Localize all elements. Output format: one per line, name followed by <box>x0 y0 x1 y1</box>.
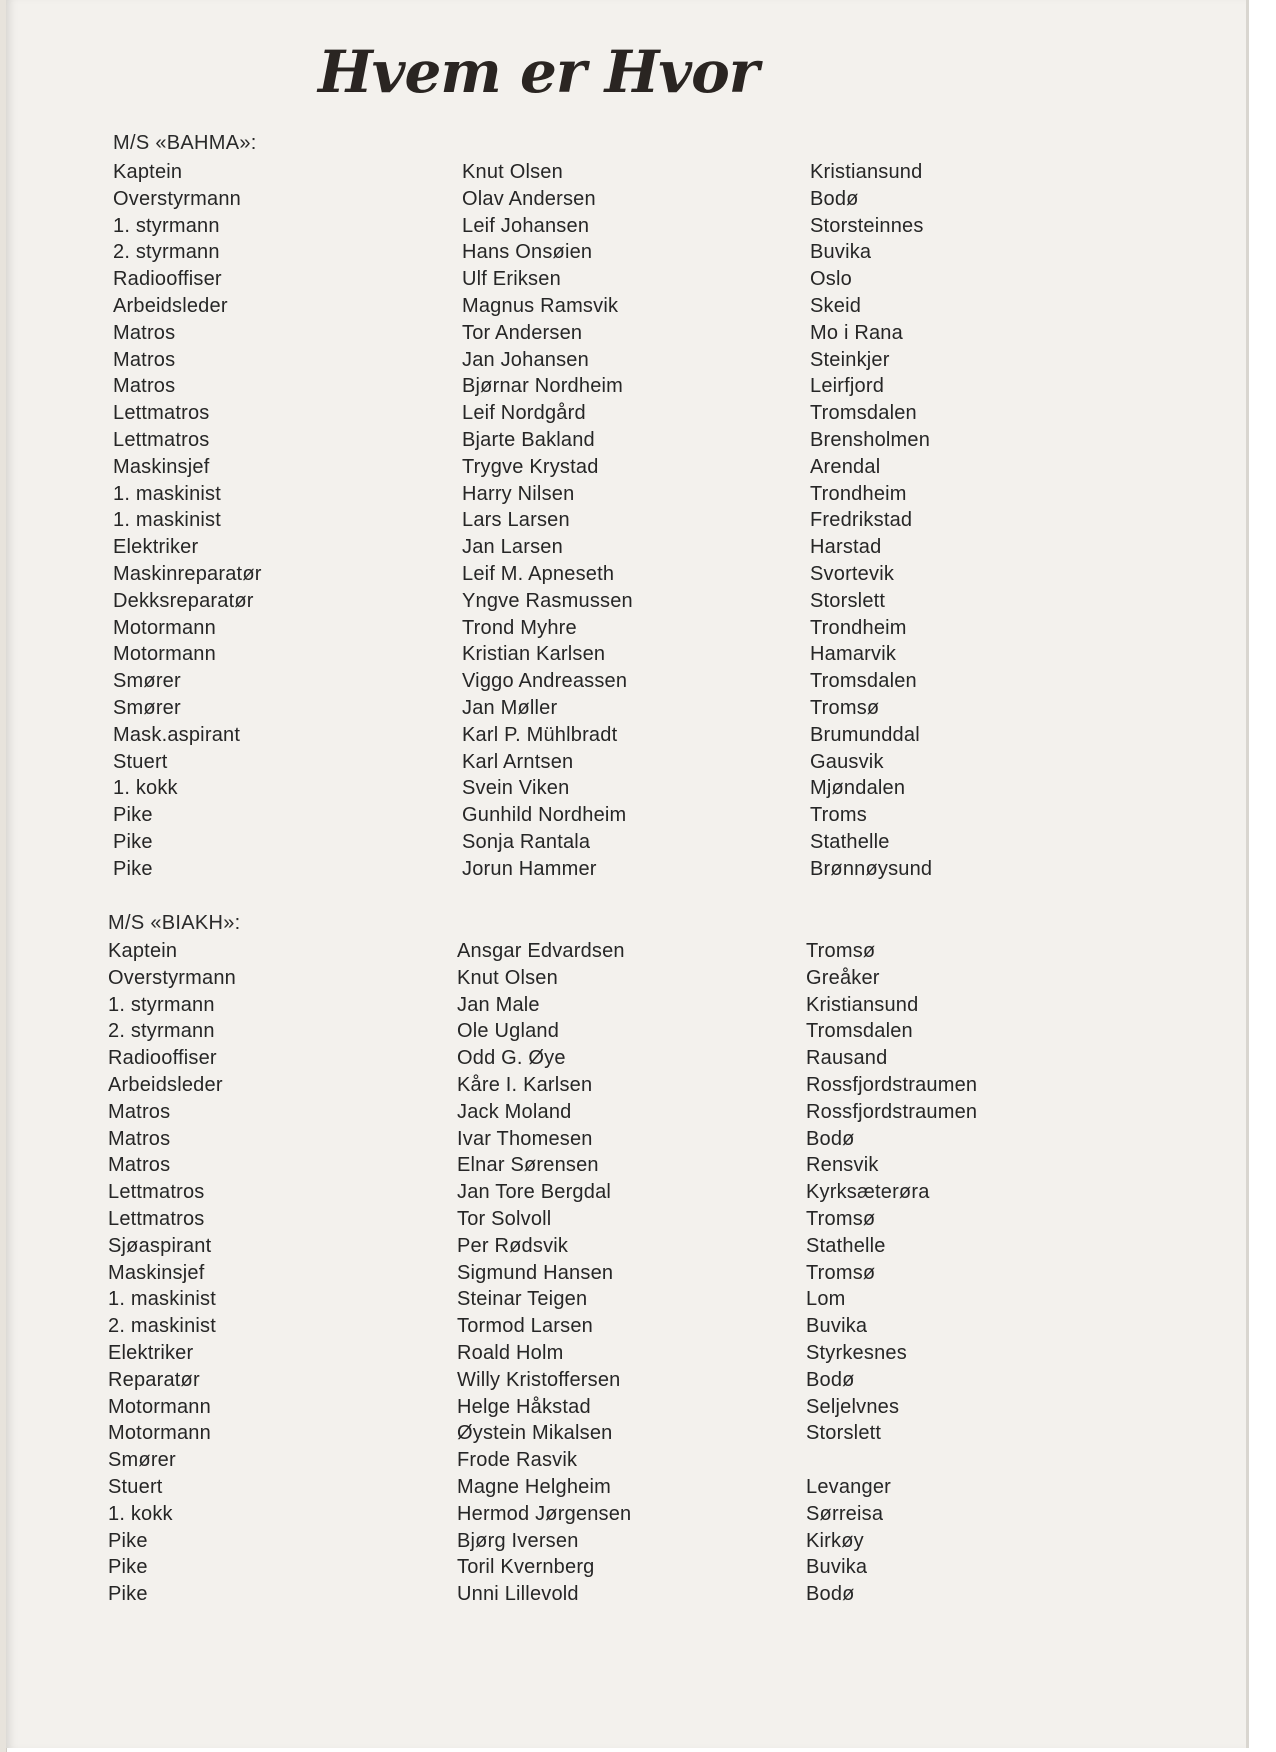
crew-role: Pike <box>113 830 153 853</box>
crew-role: Kaptein <box>108 940 178 962</box>
crew-hometown: Sørreisa <box>806 1502 884 1525</box>
crew-role: Dekksreparatør <box>113 589 254 612</box>
crew-name: Øystein Mikalsen <box>457 1422 613 1445</box>
crew-name: Leif Nordgård <box>462 402 586 425</box>
crew-hometown: Bodø <box>806 1127 855 1150</box>
crew-role: Overstyrmann <box>113 187 241 210</box>
crew-role: Elektriker <box>108 1341 194 1364</box>
crew-role: Kaptein <box>113 161 183 183</box>
crew-role: Radiooffiser <box>108 1047 217 1070</box>
crew-name: Yngve Rasmussen <box>462 589 633 612</box>
crew-name: Jan Johansen <box>462 348 589 371</box>
crew-name: Jan Tore Bergdal <box>457 1181 612 1204</box>
crew-name: Sigmund Hansen <box>457 1261 614 1284</box>
crew-role: Pike <box>113 804 153 827</box>
crew-name: Trond Myhre <box>462 616 577 639</box>
crew-hometown: Brensholmen <box>810 428 931 451</box>
crew-role: Pike <box>108 1583 148 1606</box>
crew-hometown: Seljelvnes <box>806 1395 900 1418</box>
crew-role: Matros <box>108 1154 171 1177</box>
crew-name: Kåre I. Karlsen <box>457 1073 593 1096</box>
crew-hometown: Levanger <box>806 1475 891 1498</box>
crew-hometown: Fredrikstad <box>810 509 913 532</box>
crew-name: Leif Johansen <box>462 214 590 237</box>
crew-hometown: Mjøndalen <box>810 777 906 800</box>
crew-role: 2. maskinist <box>108 1315 216 1338</box>
crew-name: Tor Andersen <box>462 321 583 344</box>
crew-role: 1. maskinist <box>113 509 221 532</box>
crew-name: Knut Olsen <box>457 966 558 989</box>
crew-hometown: Svortevik <box>810 562 895 585</box>
crew-role: Matros <box>113 375 176 398</box>
crew-role: Radiooffiser <box>113 268 222 291</box>
crew-role: Mask.aspirant <box>113 723 241 746</box>
crew-role: Pike <box>113 857 153 880</box>
crew-hometown: Storslett <box>810 589 886 612</box>
crew-hometown: Kyrksæterøra <box>806 1181 930 1204</box>
crew-hometown: Rausand <box>806 1047 888 1070</box>
crew-name: Hans Onsøien <box>462 241 593 264</box>
crew-hometown: Tromsø <box>806 1261 876 1284</box>
crew-name: Willy Kristoffersen <box>457 1368 621 1391</box>
crew-name: Steinar Teigen <box>457 1288 588 1311</box>
crew-name: Elnar Sørensen <box>457 1154 599 1177</box>
crew-role: 1. kokk <box>108 1502 173 1525</box>
ship-heading: M/S «BAHMA»: <box>113 132 257 154</box>
crew-name: Tormod Larsen <box>457 1315 593 1338</box>
crew-hometown: Skeid <box>810 294 862 317</box>
crew-name: Ulf Eriksen <box>462 268 561 291</box>
crew-hometown: Styrkesnes <box>806 1341 907 1364</box>
crew-name: Odd G. Øye <box>457 1047 566 1070</box>
crew-role: Matros <box>113 348 176 371</box>
crew-name: Magnus Ramsvik <box>462 294 619 317</box>
crew-role: Matros <box>108 1100 171 1123</box>
crew-role: Pike <box>108 1556 148 1579</box>
crew-hometown: Stathelle <box>810 830 890 853</box>
crew-hometown: Buvika <box>810 241 872 264</box>
crew-role: Motormann <box>113 643 216 666</box>
crew-name: Helge Håkstad <box>457 1395 591 1418</box>
crew-name: Hermod Jørgensen <box>457 1502 632 1525</box>
crew-hometown: Harstad <box>810 536 882 559</box>
crew-name: Jack Moland <box>457 1100 572 1123</box>
crew-role: Reparatør <box>108 1368 200 1391</box>
crew-hometown: Troms <box>810 804 867 827</box>
crew-role: Pike <box>108 1529 148 1552</box>
crew-hometown: Bodø <box>810 187 859 210</box>
crew-name-column <box>457 938 631 1608</box>
crew-role: Sjøaspirant <box>108 1234 212 1257</box>
crew-role: Motormann <box>113 616 216 639</box>
crew-name: Karl P. Mühlbradt <box>462 723 618 746</box>
crew-name: Unni Lillevold <box>457 1583 579 1606</box>
crew-role-column <box>108 938 236 1608</box>
crew-hometown: Storsteinnes <box>810 214 924 237</box>
crew-role: 1. maskinist <box>108 1288 216 1311</box>
crew-name: Magne Helgheim <box>457 1475 611 1498</box>
crew-hometown: Hamarvik <box>810 643 897 666</box>
crew-name: Lars Larsen <box>462 509 570 532</box>
crew-hometown: Tromsø <box>810 696 880 719</box>
crew-name: Karl Arntsen <box>462 750 574 773</box>
crew-name: Olav Andersen <box>462 187 596 210</box>
crew-role: Motormann <box>108 1395 211 1418</box>
crew-hometown-column <box>806 938 977 1608</box>
crew-role: Motormann <box>108 1422 211 1445</box>
crew-name: Per Rødsvik <box>457 1234 569 1257</box>
crew-name: Sonja Rantala <box>462 830 591 853</box>
crew-role-column <box>113 159 262 883</box>
crew-role: Lettmatros <box>113 402 210 425</box>
crew-role: Maskinreparatør <box>113 562 262 585</box>
crew-role: Lettmatros <box>108 1207 205 1230</box>
crew-hometown: Rossfjordstraumen <box>806 1100 978 1123</box>
crew-role: Lettmatros <box>113 428 210 451</box>
crew-hometown: Lom <box>806 1288 846 1311</box>
crew-hometown: Tromsdalen <box>810 402 917 425</box>
crew-role: 1. styrmann <box>108 993 215 1016</box>
crew-hometown: Tromsø <box>806 940 876 962</box>
crew-hometown: Oslo <box>810 268 852 291</box>
crew-name: Bjørg Iversen <box>457 1529 579 1552</box>
crew-role: Overstyrmann <box>108 966 236 989</box>
crew-hometown: Gausvik <box>810 750 884 773</box>
page-title: Hvem er Hvor <box>318 38 759 106</box>
crew-hometown: Tromsdalen <box>806 1020 913 1043</box>
crew-hometown: Kirkøy <box>806 1529 864 1552</box>
crew-role: 1. maskinist <box>113 482 221 505</box>
crew-role: Maskinsjef <box>113 455 210 478</box>
crew-hometown: Stathelle <box>806 1234 886 1257</box>
crew-role: Elektriker <box>113 536 199 559</box>
crew-hometown: Tromsø <box>806 1207 876 1230</box>
crew-hometown: Rossfjordstraumen <box>806 1073 978 1096</box>
crew-name: Roald Holm <box>457 1341 564 1364</box>
crew-hometown: Buvika <box>806 1315 868 1338</box>
crew-name: Jan Male <box>457 993 540 1016</box>
crew-hometown: Leirfjord <box>810 375 885 398</box>
crew-name: Knut Olsen <box>462 161 563 183</box>
crew-hometown: Rensvik <box>806 1154 879 1177</box>
crew-name: Ole Ugland <box>457 1020 560 1043</box>
crew-role: Stuert <box>113 750 168 773</box>
crew-name: Jan Møller <box>462 696 558 719</box>
crew-name: Trygve Krystad <box>462 455 599 478</box>
crew-name: Viggo Andreassen <box>462 670 628 693</box>
crew-name: Jorun Hammer <box>462 857 597 880</box>
crew-name: Ansgar Edvardsen <box>457 940 625 962</box>
crew-role: Smører <box>113 696 181 719</box>
crew-name-column <box>462 159 633 883</box>
crew-role: Stuert <box>108 1475 163 1498</box>
crew-name: Ivar Thomesen <box>457 1127 593 1150</box>
crew-hometown: Arendal <box>810 455 881 478</box>
crew-role: 2. styrmann <box>108 1020 215 1043</box>
crew-hometown: Kristiansund <box>810 161 923 183</box>
crew-role: Maskinsjef <box>108 1261 205 1284</box>
crew-name: Bjørnar Nordheim <box>462 375 624 398</box>
crew-name: Harry Nilsen <box>462 482 575 505</box>
crew-hometown: Tromsdalen <box>810 670 917 693</box>
crew-hometown: Bodø <box>806 1583 855 1606</box>
crew-hometown: Buvika <box>806 1556 868 1579</box>
crew-hometown: Kristiansund <box>806 993 919 1016</box>
crew-role: 1. kokk <box>113 777 178 800</box>
crew-role: 1. styrmann <box>113 214 220 237</box>
crew-hometown: Trondheim <box>810 616 907 639</box>
crew-hometown: Mo i Rana <box>810 321 903 344</box>
crew-hometown-column <box>810 159 932 883</box>
crew-hometown: Trondheim <box>810 482 907 505</box>
crew-role: Smører <box>108 1449 176 1472</box>
crew-name: Frode Rasvik <box>457 1449 578 1472</box>
crew-name: Jan Larsen <box>462 536 563 559</box>
crew-role: Matros <box>108 1127 171 1150</box>
crew-name: Leif M. Apneseth <box>462 562 615 585</box>
crew-hometown: Greåker <box>806 966 880 989</box>
crew-name: Toril Kvernberg <box>457 1556 595 1579</box>
crew-name: Kristian Karlsen <box>462 643 606 666</box>
crew-name: Gunhild Nordheim <box>462 804 627 827</box>
crew-role: Arbeidsleder <box>113 294 228 317</box>
crew-role: Smører <box>113 670 181 693</box>
crew-name: Tor Solvoll <box>457 1207 552 1230</box>
page-right-margin <box>1249 0 1276 1752</box>
crew-hometown: Brønnøysund <box>810 857 933 880</box>
crew-role: Matros <box>113 321 176 344</box>
crew-hometown: Steinkjer <box>810 348 890 371</box>
crew-name: Bjarte Bakland <box>462 428 595 451</box>
crew-name: Svein Viken <box>462 777 570 800</box>
crew-role: 2. styrmann <box>113 241 220 264</box>
crew-hometown: Bodø <box>806 1368 855 1391</box>
crew-role: Lettmatros <box>108 1181 205 1204</box>
crew-hometown: Brumunddal <box>810 723 920 746</box>
ship-heading: M/S «BIAKH»: <box>108 912 241 934</box>
crew-role: Arbeidsleder <box>108 1073 223 1096</box>
crew-hometown <box>806 1447 977 1474</box>
crew-hometown: Storslett <box>806 1422 882 1445</box>
